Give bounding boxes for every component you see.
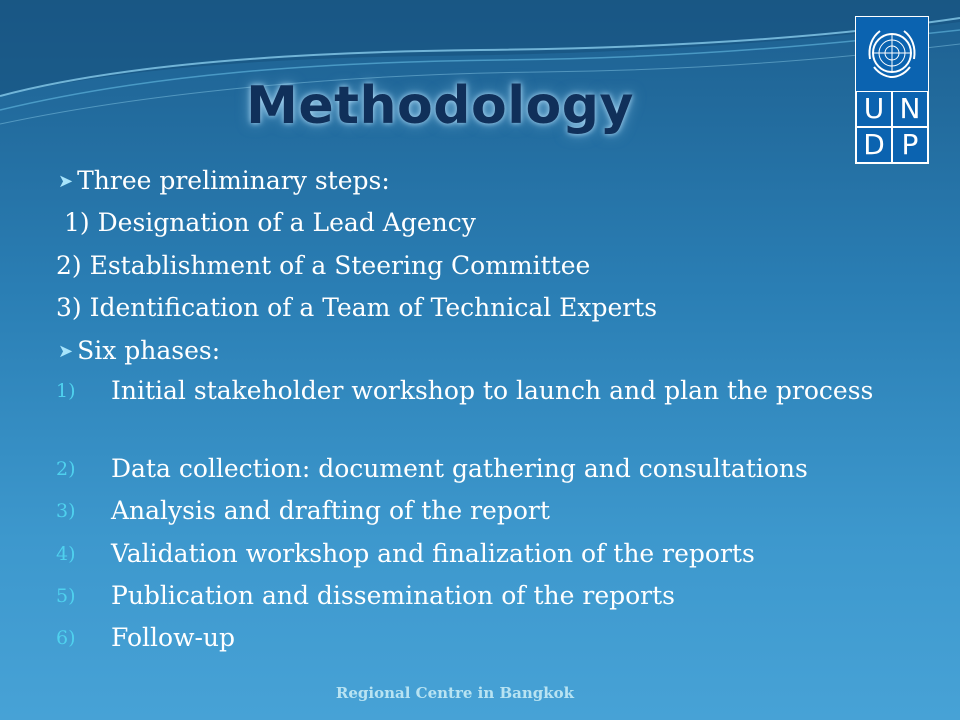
slide-footer: Regional Centre in Bangkok xyxy=(335,684,575,702)
step-item: 2) Establishment of a Steering Committee xyxy=(56,251,591,280)
logo-letter-d: D xyxy=(856,127,892,163)
step-item: 1) Designation of a Lead Agency xyxy=(64,208,476,237)
logo-letter-p: P xyxy=(892,127,928,163)
step-item: 3) Identification of a Team of Technical Experts xyxy=(56,293,658,322)
phase-number: 2) xyxy=(56,458,76,480)
slide-title: Methodology xyxy=(246,76,634,136)
un-emblem-icon xyxy=(856,17,928,91)
undp-letters xyxy=(856,91,928,163)
phase-number: 3) xyxy=(56,500,76,522)
bullet-six-phases xyxy=(58,336,220,369)
phase-number: 1) xyxy=(56,380,76,402)
bullet-preliminary-steps xyxy=(58,166,390,199)
arrow-bullet-icon: ➤ xyxy=(58,341,74,362)
phase-text: Validation workshop and finalization of the reports xyxy=(111,539,755,568)
phase-number: 6) xyxy=(56,627,76,649)
logo-letter-n: N xyxy=(892,91,928,127)
phase-text: Data collection: document gathering and consultations xyxy=(111,454,808,483)
bullet-text: Six phases: xyxy=(77,336,221,365)
arrow-bullet-icon: ➤ xyxy=(58,171,74,192)
bullet-text: Three preliminary steps: xyxy=(77,166,390,195)
phase-text: Follow-up xyxy=(111,623,236,652)
phase-number: 5) xyxy=(56,585,76,607)
phase-text: Initial stakeholder workshop to launch and plan the process xyxy=(111,376,874,405)
phase-text: Analysis and drafting of the report xyxy=(111,496,550,525)
logo-letter-u: U xyxy=(856,91,892,127)
undp-logo xyxy=(855,16,929,164)
phase-text: Publication and dissemination of the reports xyxy=(111,581,675,610)
phase-number: 4) xyxy=(56,543,76,565)
